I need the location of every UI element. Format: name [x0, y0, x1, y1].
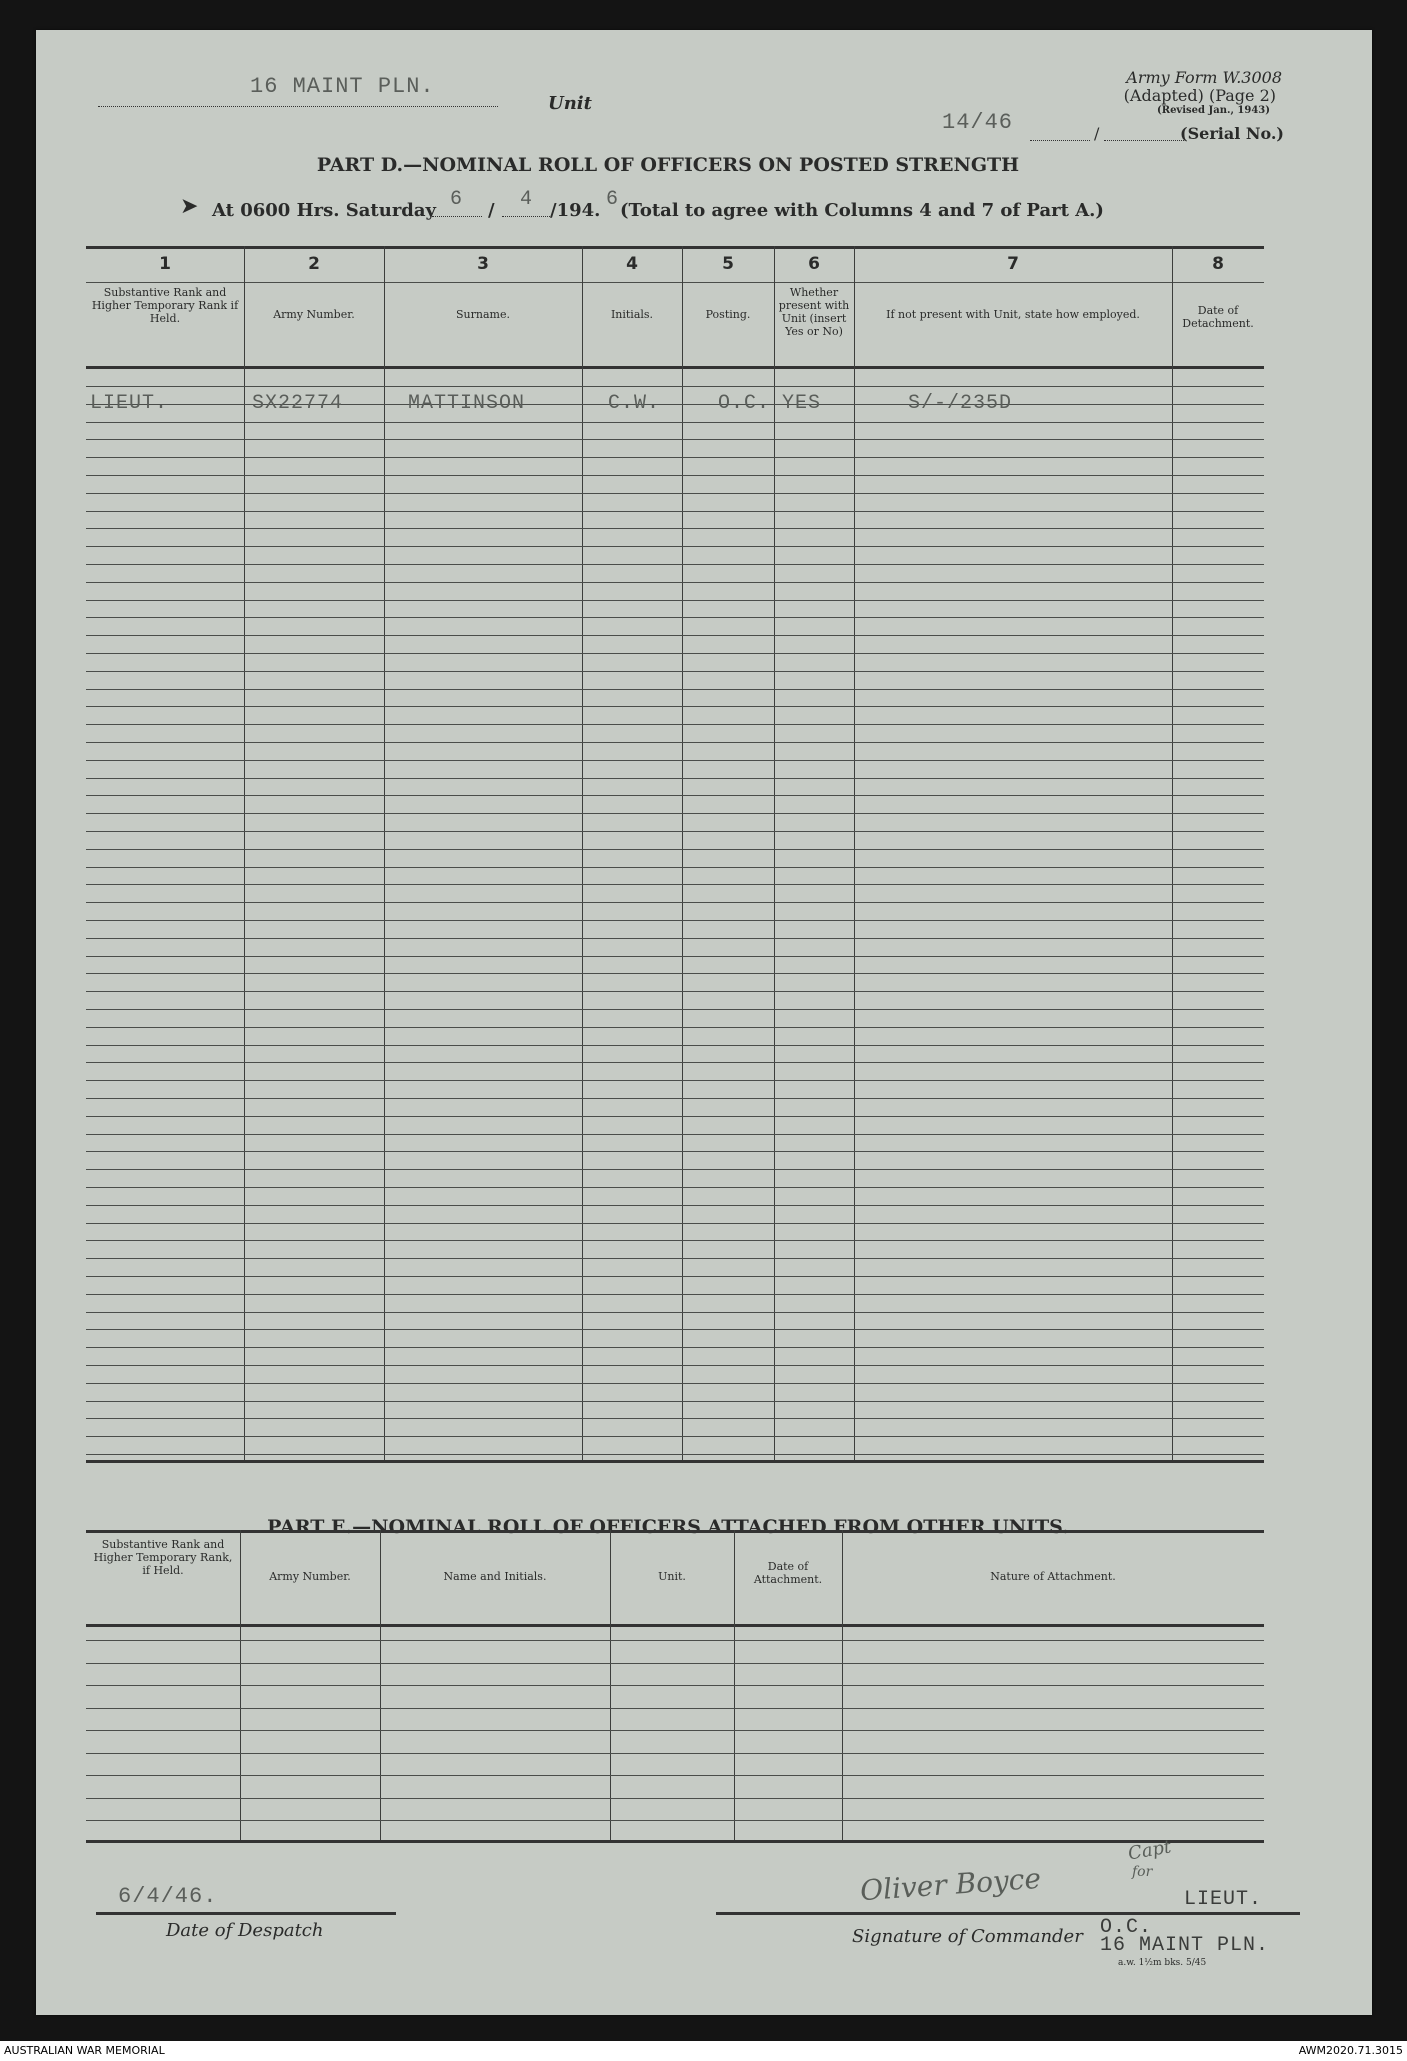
- part-d-column-divider: [244, 246, 245, 1460]
- part-d-row-rule: [86, 439, 1264, 440]
- part-d-cell-employment: S/-/235D: [908, 392, 1013, 415]
- part-d-row-rule: [86, 706, 1264, 707]
- serial-label: (Serial No.): [1180, 124, 1284, 143]
- part-d-row-rule: [86, 386, 1264, 387]
- part-d-column-divider: [682, 246, 683, 1460]
- signature-oc: O.C.: [1100, 1916, 1153, 1939]
- date-prefix: At 0600 Hrs. Saturday: [212, 200, 437, 221]
- signature-label: Signature of Commander: [852, 1926, 1083, 1947]
- part-d-row-rule: [86, 635, 1264, 636]
- part-d-column-number: 1: [159, 254, 171, 274]
- part-d-row-rule: [86, 1187, 1264, 1188]
- part-d-column-header: If not present with Unit, state how employed.: [886, 308, 1140, 321]
- part-d-top-rule: [86, 246, 1264, 249]
- part-d-row-rule: [86, 920, 1264, 921]
- part-d-row-rule: [86, 742, 1264, 743]
- date-slash: /: [488, 200, 495, 221]
- part-d-row-rule: [86, 1454, 1264, 1455]
- form-title: Army Form W.3008: [1126, 68, 1282, 87]
- part-d-row-rule: [86, 1151, 1264, 1152]
- part-e-column-header: Date of Attachment.: [753, 1560, 823, 1586]
- despatch-label: Date of Despatch: [166, 1920, 324, 1941]
- signature-unit: 16 MAINT PLN.: [1100, 1934, 1270, 1957]
- part-d-column-number: 2: [308, 254, 320, 274]
- part-d-column-number: 3: [477, 254, 489, 274]
- part-d-column-header: Posting.: [705, 308, 751, 321]
- part-e-row-rule: [86, 1753, 1264, 1754]
- part-d-row-rule: [86, 1436, 1264, 1437]
- part-e-row-rule: [86, 1820, 1264, 1821]
- part-d-row-rule: [86, 724, 1264, 725]
- part-d-row-rule: [86, 546, 1264, 547]
- part-d-row-rule: [86, 1062, 1264, 1063]
- date-day: 6: [450, 188, 464, 211]
- part-d-cell-rank: LIEUT.: [90, 392, 169, 415]
- form-page: [36, 30, 1372, 2015]
- part-d-row-rule: [86, 884, 1264, 885]
- unit-value: 16 MAINT PLN.: [250, 74, 435, 99]
- part-d-row-rule: [86, 1080, 1264, 1081]
- part-e-row-rule: [86, 1685, 1264, 1686]
- date-year-prefix: /194.: [550, 200, 601, 221]
- part-d-row-rule: [86, 1009, 1264, 1010]
- part-d-title: PART D.—NOMINAL ROLL OF OFFICERS ON POSTED STRENGTH: [316, 154, 1020, 176]
- part-d-cell-surname: MATTINSON: [408, 392, 526, 415]
- part-d-column-divider: [582, 246, 583, 1460]
- part-d-row-rule: [86, 1169, 1264, 1170]
- part-d-column-header: Date of Detachment.: [1182, 304, 1254, 330]
- part-d-row-rule: [86, 564, 1264, 565]
- part-d-header-rule: [86, 366, 1264, 369]
- part-d-row-rule: [86, 528, 1264, 529]
- form-adapted: (Adapted) (Page 2): [1123, 86, 1276, 105]
- part-d-row-rule: [86, 760, 1264, 761]
- part-d-row-rule: [86, 795, 1264, 796]
- part-d-column-number: 7: [1007, 254, 1019, 274]
- part-e-column-header: Name and Initials.: [443, 1570, 547, 1583]
- part-e-bottom-rule: [86, 1840, 1264, 1843]
- part-e-row-rule: [86, 1708, 1264, 1709]
- part-d-row-rule: [86, 511, 1264, 512]
- date-year-digit: 6: [606, 188, 620, 211]
- signature-line: [716, 1912, 1300, 1915]
- part-d-row-rule: [86, 475, 1264, 476]
- part-d-row-rule: [86, 1418, 1264, 1419]
- part-d-row-rule: [86, 457, 1264, 458]
- part-d-column-divider: [854, 246, 855, 1460]
- part-d-row-rule: [86, 849, 1264, 850]
- commander-signature: Oliver Boyce: [859, 1861, 1042, 1908]
- part-d-cell-army-number: SX22774: [252, 392, 344, 415]
- part-d-row-rule: [86, 902, 1264, 903]
- part-d-row-rule: [86, 1347, 1264, 1348]
- part-d-row-rule: [86, 1223, 1264, 1224]
- unit-dotline: [98, 106, 498, 107]
- part-d-column-header: Substantive Rank and Higher Temporary Rank if Held.: [91, 286, 239, 325]
- serial-dotline-a: [1030, 140, 1090, 141]
- part-d-column-header: Whether present with Unit (insert Yes or No): [778, 286, 850, 338]
- despatch-line: [96, 1912, 396, 1915]
- part-d-column-header: Initials.: [610, 308, 654, 321]
- date-month: 4: [520, 188, 534, 211]
- part-d-row-rule: [86, 813, 1264, 814]
- serial-number: 14/46: [942, 110, 1014, 135]
- date-month-dotline: [502, 216, 550, 217]
- part-e-header-rule: [86, 1624, 1264, 1627]
- part-d-row-rule: [86, 617, 1264, 618]
- unit-label: Unit: [548, 93, 592, 114]
- part-e-column-header: Unit.: [658, 1570, 686, 1583]
- part-d-row-rule: [86, 1134, 1264, 1135]
- part-d-row-rule: [86, 582, 1264, 583]
- despatch-date: 6/4/46.: [118, 1884, 218, 1909]
- part-d-row-rule: [86, 1276, 1264, 1277]
- part-d-row-rule: [86, 1312, 1264, 1313]
- part-d-column-number: 5: [722, 254, 734, 274]
- part-d-row-rule: [86, 1205, 1264, 1206]
- part-e-row-rule: [86, 1663, 1264, 1664]
- part-d-column-number: 6: [808, 254, 820, 274]
- part-d-row-rule: [86, 1258, 1264, 1259]
- part-e-column-header: Substantive Rank and Higher Temporary Rank, if Held.: [93, 1538, 233, 1577]
- part-d-row-rule: [86, 1240, 1264, 1241]
- part-d-column-divider: [1172, 246, 1173, 1460]
- part-d-row-rule: [86, 1294, 1264, 1295]
- archive-reference: AWM2020.71.3015: [1298, 2044, 1403, 2057]
- part-e-column-header: Army Number.: [269, 1570, 351, 1583]
- archive-source: AUSTRALIAN WAR MEMORIAL: [4, 2044, 165, 2057]
- part-d-row-rule: [86, 600, 1264, 601]
- part-e-row-rule: [86, 1798, 1264, 1799]
- part-d-cell-initials: C.W.: [608, 392, 661, 415]
- part-d-row-rule: [86, 938, 1264, 939]
- part-d-column-divider: [774, 246, 775, 1460]
- part-d-row-rule: [86, 778, 1264, 779]
- part-d-row-rule: [86, 991, 1264, 992]
- form-revised: (Revised Jan., 1943): [1157, 105, 1270, 116]
- date-suffix: (Total to agree with Columns 4 and 7 of Part A.): [620, 200, 1104, 221]
- part-d-column-header: Army Number.: [273, 308, 355, 321]
- part-d-row-rule: [86, 653, 1264, 654]
- part-e-title: PART E.—NOMINAL ROLL OF OFFICERS ATTACHED FROM OTHER UNITS.: [267, 1516, 1069, 1538]
- date-day-dotline: [432, 216, 482, 217]
- part-d-column-header: Surname.: [456, 308, 510, 321]
- part-d-cell-present: YES: [782, 392, 822, 415]
- part-d-row-rule: [86, 1116, 1264, 1117]
- part-d-row-rule: [86, 1027, 1264, 1028]
- archive-bar: [0, 2041, 1407, 2061]
- part-d-row-rule: [86, 831, 1264, 832]
- part-d-row-rule: [86, 689, 1264, 690]
- part-d-row-rule: [86, 1383, 1264, 1384]
- signature-capt: Capt: [1126, 1836, 1173, 1865]
- part-d-row-rule: [86, 956, 1264, 957]
- part-d-number-rule: [86, 282, 1264, 283]
- part-d-row-rule: [86, 1365, 1264, 1366]
- part-e-column-header: Nature of Attachment.: [990, 1570, 1116, 1583]
- part-d-row-rule: [86, 422, 1264, 423]
- part-d-row-rule: [86, 1329, 1264, 1330]
- arrow-mark-icon: ➤: [180, 194, 199, 219]
- part-d-row-rule: [86, 1045, 1264, 1046]
- part-d-bottom-rule: [86, 1460, 1264, 1463]
- signature-for: for: [1132, 1864, 1153, 1880]
- part-d-row-rule: [86, 1401, 1264, 1402]
- part-d-column-divider: [384, 246, 385, 1460]
- print-note: a.w. 1½m bks. 5/45: [1118, 1958, 1207, 1968]
- part-e-top-rule: [86, 1530, 1264, 1533]
- part-e-row-rule: [86, 1730, 1264, 1731]
- part-d-column-number: 4: [626, 254, 638, 274]
- signature-rank: LIEUT.: [1184, 1888, 1263, 1911]
- part-d-row-rule: [86, 493, 1264, 494]
- part-d-row-rule: [86, 1098, 1264, 1099]
- part-d-row-rule: [86, 671, 1264, 672]
- part-d-row-rule: [86, 867, 1264, 868]
- part-d-row-rule: [86, 973, 1264, 974]
- serial-slash: /: [1094, 124, 1100, 143]
- part-e-row-rule: [86, 1775, 1264, 1776]
- part-e-row-rule: [86, 1640, 1264, 1641]
- part-d-cell-posting: O.C.: [718, 392, 771, 415]
- part-d-column-number: 8: [1212, 254, 1224, 274]
